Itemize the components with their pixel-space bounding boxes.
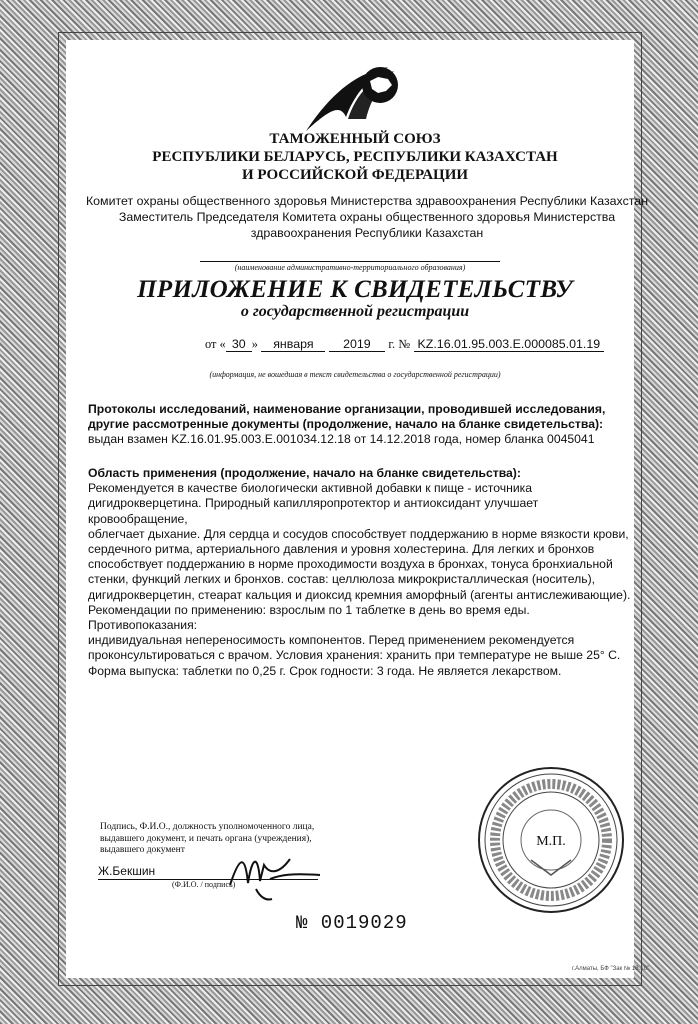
committee-line-3: здравоохранения Республики Казахстан [250, 226, 484, 240]
scope-line: индивидуальная непереносимость компонентов. Перед применением рекомендуется [88, 633, 575, 648]
committee-line-1: Комитет охраны общественного здоровья Министерства здравоохранения Республики Казахстан [85, 194, 649, 208]
date-line [205, 337, 604, 352]
committee-block [84, 193, 650, 241]
scope-line: Рекомендуется в качестве биологически активной добавки к пище - источника [88, 481, 533, 496]
scope-line: Рекомендации по применению: взрослым по 1 таблетке в день во время еды. Противопоказания: [88, 602, 530, 633]
scope-line: Форма выпуска: таблетки по 0,25 г. Срок годности: 3 года. Не является лекарством. [88, 663, 562, 678]
protocols-text: выдан взамен KZ.16.01.95.003.E.001034.12.18 от 14.12.2018 года, номер бланка 0045041 [88, 432, 595, 447]
committee-note: (наименование административно-территориального образования) [200, 261, 500, 272]
header-title [100, 130, 610, 184]
date-prefix: от « [205, 337, 226, 351]
scope-line: облегчает дыхание. Для сердца и сосудов способствует поддержанию в норме вязкости крови, [88, 526, 629, 541]
protocols-section [88, 402, 636, 448]
scope-line: проконсультироваться с врачом. Условия хранения: хранить при температуре не выше 25° С. [88, 648, 621, 663]
committee-line-2: Заместитель Председателя Комитета охраны общественного здоровья Министерства [118, 210, 616, 224]
date-day: 30 [226, 337, 252, 352]
scope-line: дигидрокверцетина. Природный капилляропротектор и антиоксидант улучшает кровообращение, [88, 496, 539, 526]
date-year: 2019 [329, 337, 385, 352]
signature-label-2: выдавшего документ, и печать органа (учреждения), [100, 833, 312, 844]
customs-union-logo [300, 55, 410, 135]
signatory-name: Ж.Бекшин [98, 864, 156, 878]
fio-note: (Ф.И.О. / подпись) [172, 880, 236, 889]
info-note: (информация, не вошедшая в текст свидетельства о государственной регистрации) [209, 370, 501, 379]
scope-line: способствует поддержанию в норме проходимости воздуха в бронхах, тонуса бронхиальной [88, 557, 613, 572]
handwritten-signature [220, 845, 330, 905]
header-line-1: ТАМОЖЕННЫЙ СОЮЗ [269, 131, 441, 147]
scope-line: сердечного ритма, артериального давления и уровня холестерина. Для легких и бронхов [88, 542, 595, 557]
scope-line: дигидрокверцетин, стеарат кальция и диоксид кремния аморфный (агенты антислеживающие). [88, 587, 631, 602]
document-title: ПРИЛОЖЕНИЕ К СВИДЕТЕЛЬСТВУ [137, 276, 573, 303]
scope-line: стенки, функций легких и бронхов. состав: целлюлоза микрокристаллическая (носитель), [88, 572, 596, 587]
signature-label-3: выдавшего документ [100, 845, 185, 855]
registration-number: KZ.16.01.95.003.E.000085.01.19 [414, 337, 604, 352]
date-mid: » [251, 337, 258, 351]
scope-heading: Область применения (продолжение, начало на бланке свидетельства): [88, 466, 521, 480]
official-seal [476, 765, 626, 915]
header-line-3: И РОССИЙСКОЙ ФЕДЕРАЦИИ [241, 167, 469, 183]
header-line-2: РЕСПУБЛИКИ БЕЛАРУСЬ, РЕСПУБЛИКИ КАЗАХСТАН [152, 149, 558, 165]
date-month: января [261, 337, 325, 352]
date-year-suffix: г. [388, 337, 396, 351]
document-subtitle: о государственной регистрации [240, 303, 470, 320]
scope-section [88, 466, 636, 679]
protocols-heading-1: Протоколы исследований, наименование организации, проводившей исследования, [88, 402, 606, 416]
number-label: № [398, 337, 411, 351]
print-note: г.Алматы, БФ "Зак № 18.10" [572, 966, 650, 972]
protocols-heading-2: другие рассмотренные документы (продолжение, начало на бланке свидетельства): [88, 417, 604, 432]
seal-center-text: М.П. [536, 834, 566, 849]
blank-number: № 0019029 [296, 912, 408, 934]
signature-label-1: Подпись, Ф.И.О., должность уполномоченного лица, [100, 822, 315, 832]
